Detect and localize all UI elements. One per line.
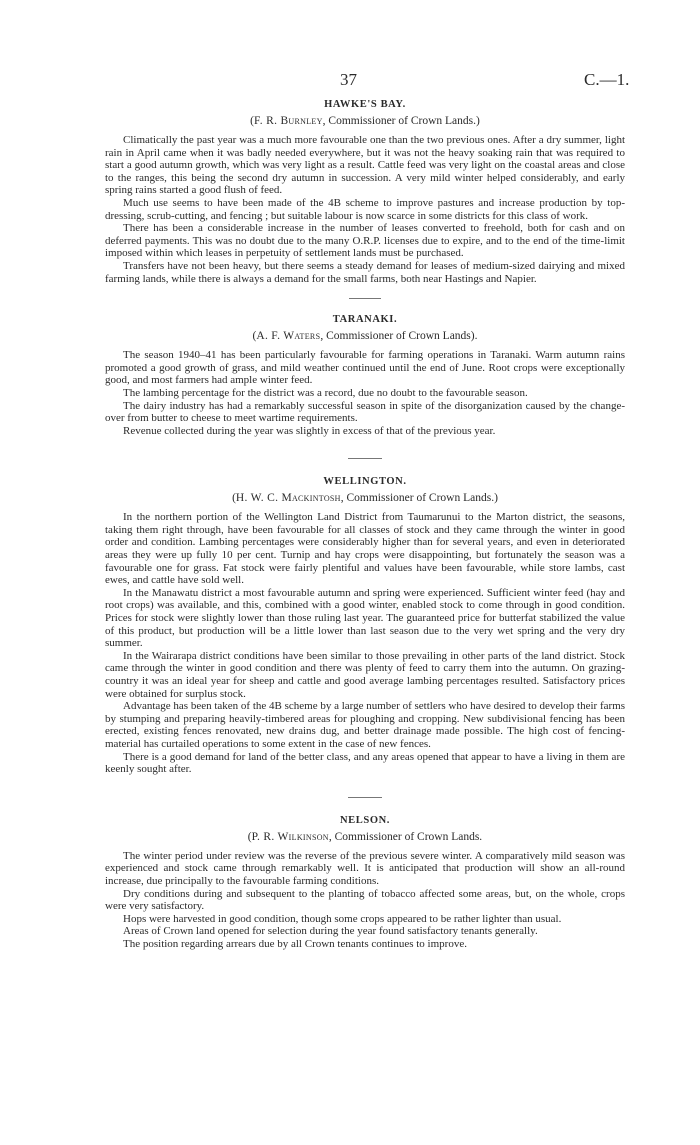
commissioner-name: A. F. Waters (256, 330, 321, 343)
section-title: HAWKE'S BAY. (324, 99, 406, 110)
commissioner-role: , Commissioner of Crown Lands. (328, 830, 483, 843)
section-wellington (105, 475, 625, 775)
paragraph: The position regarding arrears due by all Crown tenants continues to improve. (123, 937, 467, 950)
paragraph: The season 1940–41 has been particularly favourable for farming operations in Taranaki. Warm autumn rains promoted a good growth of grass, and mild weather continued until the end of June. Root crops were exceptionally good, and most farmers had ample winter feed. (105, 349, 625, 387)
paragraph: Climatically the past year was a much more favourable one than the two previous ones. After a dry summer, light rain in April came when it was badly needed everywhere, but it was not the heavy soaking rain that was required to start a good autumn growth, which was very light as a result. Cattle feed was very light on the coastal areas and close to the ranges, this being the second dry autumn in succession. A very mild winter helped considerably, and early spring rains started a good flush of feed. (105, 134, 625, 197)
commissioner-role: , Commissioner of Crown Lands.) (340, 492, 498, 505)
commissioner-line (105, 329, 625, 344)
section-divider (348, 458, 382, 459)
paragraph: The dairy industry has had a remarkably successful season in spite of the disorganization caused by the change-over from butter to cheese to meet wartime requirements. (105, 399, 625, 425)
page-number: 37 (340, 70, 357, 89)
paragraph: Transfers have not been heavy, but there seems a steady demand for leases of medium-sized dairying and mixed farming lands, while there is always a demand for the small farms, both near Hastings and Napier. (105, 259, 625, 285)
paragraph: Advantage has been taken of the 4B scheme by a large number of settlers who have desired to develop their farms by stumping and preparing heavily-timbered areas for ploughing and cropping. New subdivisional fencing has been erected, existing fences renovated, new drains dug, and better drainage made possible. The high cost of fencing-material has curtailed operations to some extent in the case of new fences. (105, 700, 625, 750)
section-title: WELLINGTON. (323, 476, 407, 488)
section-title: NELSON. (339, 814, 390, 826)
paragraph: In the northern portion of the Wellington Land District from Taumarunui to the Marton district, the seasons, taking them right through, have been favourable for all classes of stock and they came through the winter in good order and condition. Lambing percentages were considerably higher than for several years, and even in deteriorated areas they were up fully 10 per cent. Turnip and hay crops were disappointing, but fortunately the season was a favourable one for grass. Fat stock were fairly plentiful and values have been favourable, while store lambs, cast ewes, and cattle have sold well. (105, 511, 625, 587)
page-reference: C.—1. (584, 70, 630, 89)
paragraph: In the Manawatu district a most favourable autumn and spring were experienced. Sufficient winter feed (hay and root crops) was available, and this, combined with a good winter, enabled stock to come through in good condition. Prices for stock were slightly lower than those ruling last year. The guaranteed price for butterfat stabilized the value of this product, but production will be a little lower than last season due to the very wet spring and the very dry summer. (105, 586, 625, 650)
paragraph: Dry conditions during and subsequent to the planting of tobacco affected some areas, but, on the whole, crops were very satisfactory. (105, 887, 625, 913)
commissioner-role: , Commissioner of Crown Lands). (320, 330, 478, 343)
paragraph: In the Wairarapa district conditions have been similar to those prevailing in other parts of the land district. Stock came through the winter in good condition and there was plenty of feed to carry them into the autumn. On grazing-country it was an ideal year for sheep and cattle and good average lambing percentages resulted. Satisfactory prices were obtained for surplus stock. (105, 649, 625, 700)
paragraph: Revenue collected during the year was slightly in excess of that of the previous year. (123, 424, 496, 437)
commissioner-name: P. R. Wilkinson (251, 830, 329, 843)
paragraph: Much use seems to have been made of the 4B scheme to improve pastures and increase production by top-dressing, scrub-cutting, and fencing ; but suitable labour is now scarce in some districts for this class of work. (105, 196, 625, 222)
section-taranaki (105, 313, 625, 437)
commissioner-line (105, 491, 625, 506)
commissioner-open: ( (250, 115, 254, 127)
commissioner-open: ( (252, 330, 257, 343)
commissioner-name: F. R. Burnley (254, 115, 323, 127)
document-body (105, 98, 625, 951)
section-nelson (105, 814, 625, 951)
section-hawkes-bay (105, 98, 625, 285)
paragraph: Areas of Crown land opened for selection during the year found satisfactory tenants generally. (123, 925, 538, 938)
commissioner-line (105, 830, 625, 845)
paragraph: The winter period under review was the reverse of the previous severe winter. A comparatively mild season was experienced and stock came through remarkably well. It is anticipated that production will show an all-round increase, due principally to the favourable farming conditions. (105, 849, 625, 887)
commissioner-open: ( (232, 492, 236, 505)
section-title: TARANAKI. (332, 314, 398, 326)
commissioner-open: ( (247, 830, 252, 843)
section-divider (348, 797, 382, 798)
paragraph: The lambing percentage for the district was a record, due no doubt to the favourable season. (123, 386, 528, 399)
commissioner-name: H. W. C. Mackintosh (235, 492, 341, 505)
paragraph: There is a good demand for land of the better class, and any areas opened that appear to have a living in them are keenly sought after. (105, 750, 625, 776)
commissioner-line (105, 114, 625, 129)
paragraph: There has been a considerable increase in the number of leases converted to freehold, both for cash and on deferred payments. This was no doubt due to the many O.R.P. licenses due to expire, and to the end of the time-limit imposed within which leases in perpetuity of settlement lands must be purchased. (105, 222, 625, 260)
section-divider (349, 298, 381, 299)
paragraph: Hops were harvested in good condition, though some crops appeared to be rather lighter than usual. (123, 912, 562, 925)
commissioner-role: , Commissioner of Crown Lands.) (322, 115, 480, 127)
